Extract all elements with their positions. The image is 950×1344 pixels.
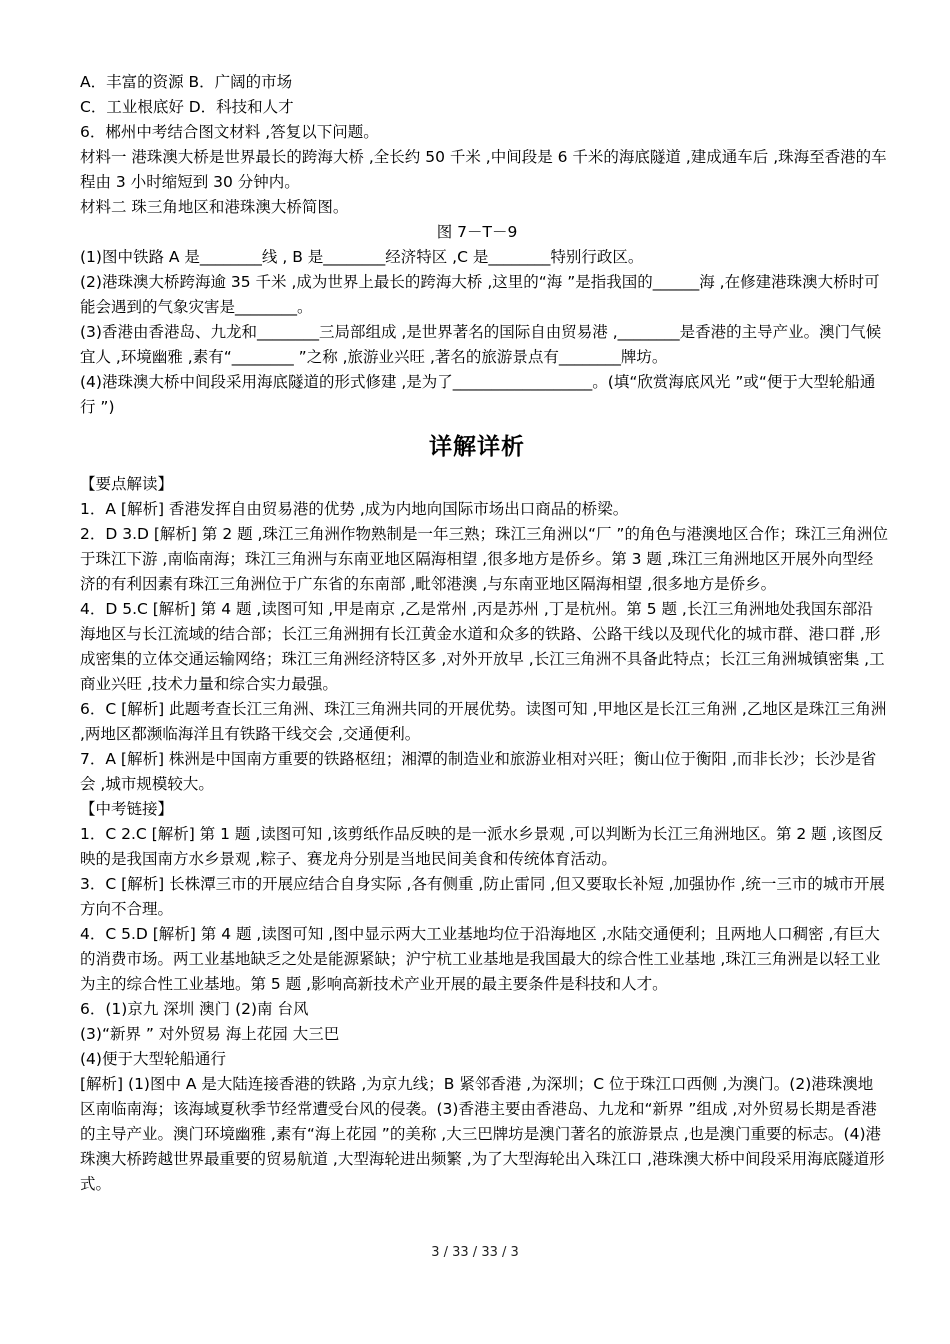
material-1: 材料一 港珠澳大桥是世界最长的跨海大桥 ,全长约 50 千米 ,中间段是 6 千米的海底隧道 ,建成通车后 ,珠海至香港的车程由 3 小时缩短到 30 分钟内。 bbox=[80, 148, 887, 191]
exam-answer-6-line2: (3)“新界 ” 对外贸易 海上花园 大三巴 bbox=[80, 1025, 340, 1043]
material-2: 材料二 珠三角地区和港珠澳大桥简图。 bbox=[80, 198, 349, 216]
exam-answer-6-analysis: [解析] (1)图中 A 是大陆连接香港的铁路 ,为京九线；B 紧邻香港 ,为深圳；C 位于珠江口西侧 ,为澳门。(2)港珠澳地区南临南海；该海域夏秋季节经常遭受台风的侵袭。(3)香港主要由香港岛、九龙和“新界 ”组成 ,对外贸易长期是香港的主导产业。澳门环境幽雅 ,素有“海上花园 ”的美称 ,大三巴牌坊是澳门著名的旅游景点 ,也是澳门重要的标志。(4)港珠澳大桥跨越世界最重要的贸易航道 ,大型海轮进出频繁 ,为了大型海轮出入珠江口 ,港珠澳大桥中间段采用海底隧道形式。 bbox=[80, 1075, 885, 1193]
q6-sub1: (1)图中铁路 A 是________线 , B 是________经济特区 ,C 是________特别行政区。 bbox=[80, 248, 644, 266]
q6-sub3: (3)香港由香港岛、九龙和________三局部组成 ,是世界著名的国际自由贸易港 ,________是香港的主导产业。澳门气候宜人 ,环境幽雅 ,素有“________ ”之称 ,旅游业兴旺 ,著名的旅游景点有________牌坊。 bbox=[80, 323, 882, 366]
analysis-title: 详解详析 bbox=[429, 434, 525, 460]
q6-sub4: (4)港珠澳大桥中间段采用海底隧道的形式修建 ,是为了__________________。(填“欣赏海底风光 ”或“便于大型轮船通行 ”) bbox=[80, 373, 876, 416]
exam-answer-4-5: 4．C 5.D [解析] 第 4 题 ,读图可知 ,图中显示两大工业基地均位于沿海地区 ,水陆交通便利；且两地人口稠密 ,有巨大的消费市场。两工业基地缺乏之处是能源紧缺；沪宁杭工业基地是我国最大的综合性工业基地 ,珠江三角洲是以轻工业为主的综合性工业基地。第 5 题 ,影响高新技术产业开展的最主要条件是科技和人才。 bbox=[80, 925, 881, 993]
exam-answer-3: 3．C [解析] 长株潭三市的开展应结合自身实际 ,各有侧重 ,防止雷同 ,但又要取长补短 ,加强协作 ,统一三市的城市开展方向不合理。 bbox=[80, 875, 885, 918]
page-number: 3 / 33 / 33 / 3 bbox=[431, 1245, 519, 1260]
exam-answer-6-line1: 6．(1)京九 深圳 澳门 (2)南 台风 bbox=[80, 1000, 309, 1018]
answer-4-5: 4．D 5.C [解析] 第 4 题 ,读图可知 ,甲是南京 ,乙是常州 ,丙是苏州 ,丁是杭州。第 5 题 ,长江三角洲地处我国东部沿海地区与长江流域的结合部；长江三角洲拥有长江黄金水道和众多的铁路、公路干线以及现代化的城市群、港口群 ,形成密集的立体交通运输网络；珠江三角洲经济特区多 ,对外开放早 ,长江三角洲不具备此特点；长江三角洲城镇密集 ,工商业兴旺 ,技术力量和综合实力最强。 bbox=[80, 600, 885, 693]
answer-6: 6．C [解析] 此题考查长江三角洲、珠江三角洲共同的开展优势。读图可知 ,甲地区是长江三角洲 ,乙地区是珠江三角洲 ,两地区都濒临海洋且有铁路干线交会 ,交通便利。 bbox=[80, 700, 887, 743]
q6-intro: 6．郴州中考结合图文材料 ,答复以下问题。 bbox=[80, 123, 379, 141]
figure-caption: 图 7－T－9 bbox=[436, 223, 518, 241]
q5-options-line2: C．工业根底好 D．科技和人才 bbox=[80, 98, 294, 116]
section-exam-link: 【中考链接】 bbox=[80, 800, 174, 818]
exam-answer-1-2: 1．C 2.C [解析] 第 1 题 ,读图可知 ,该剪纸作品反映的是一派水乡景观 ,可以判断为长江三角洲地区。第 2 题 ,该图反映的是我国南方水乡景观 ,粽子、赛龙舟分别是当地民间美食和传统体育活动。 bbox=[80, 825, 884, 868]
document-page bbox=[66, 70, 888, 1197]
q6-sub2: (2)港珠澳大桥跨海逾 35 千米 ,成为世界上最长的跨海大桥 ,这里的“海 ”是指我国的______海 ,在修建港珠澳大桥时可能会遇到的气象灾害是________。 bbox=[80, 273, 880, 316]
exam-answer-6-line3: (4)便于大型轮船通行 bbox=[80, 1050, 226, 1068]
answer-2-3: 2．D 3.D [解析] 第 2 题 ,珠江三角洲作物熟制是一年三熟；珠江三角洲以“厂 ”的角色与港澳地区合作；珠江三角洲位于珠江下游 ,南临南海；珠江三角洲与东南亚地区隔海相望 ,很多地方是侨乡。第 3 题 ,珠江三角洲地区开展外向型经济的有利因素有珠江三角洲位于广东省的东南部 ,毗邻港澳 ,与东南亚地区隔海相望 ,很多地方是侨乡。 bbox=[80, 525, 888, 593]
answer-1: 1．A [解析] 香港发挥自由贸易港的优势 ,成为内地向国际市场出口商品的桥梁。 bbox=[80, 500, 629, 518]
section-key-points: 【要点解读】 bbox=[80, 475, 174, 493]
answer-7: 7．A [解析] 株洲是中国南方重要的铁路枢纽；湘潭的制造业和旅游业相对兴旺；衡山位于衡阳 ,而非长沙；长沙是省会 ,城市规模较大。 bbox=[80, 750, 877, 793]
q5-options-line1: A．丰富的资源 B．广阔的市场 bbox=[80, 73, 293, 91]
